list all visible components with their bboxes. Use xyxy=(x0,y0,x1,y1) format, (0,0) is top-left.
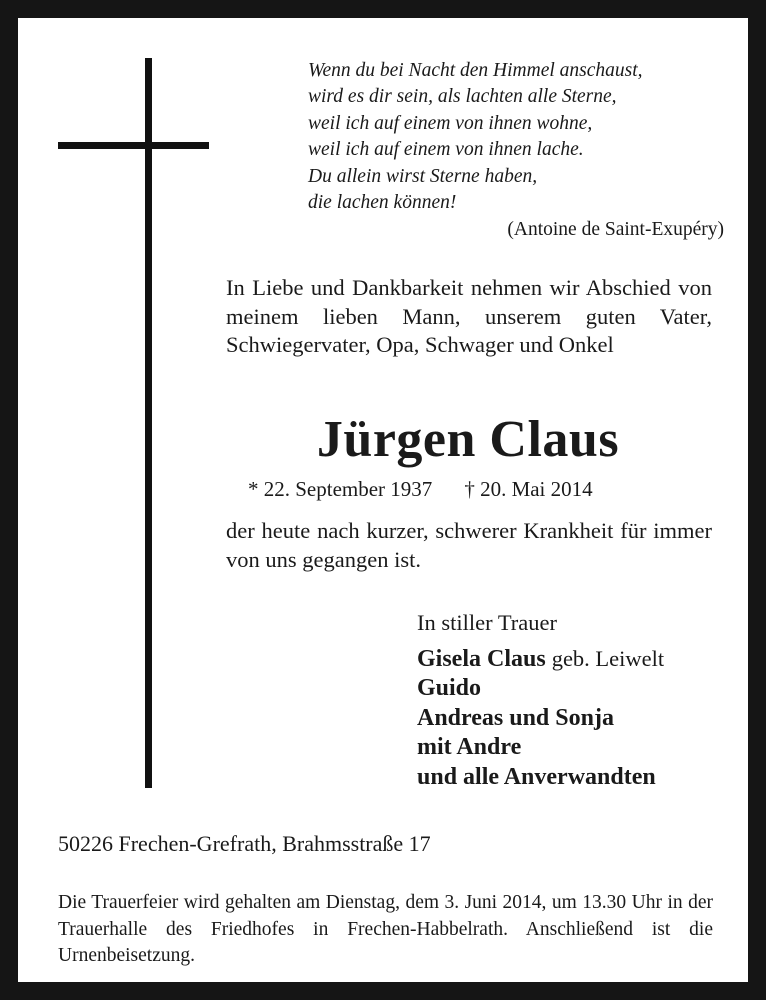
spouse-name: Gisela Claus xyxy=(417,645,546,672)
poem-line: weil ich auf einem von ihnen wohne, xyxy=(308,112,593,134)
cross-icon-crossbar xyxy=(58,142,209,149)
poem-quote xyxy=(308,58,728,244)
mourning-heading: In stiller Trauer xyxy=(417,610,557,635)
poem-line: Wenn du bei Nacht den Himmel anschaust, xyxy=(308,60,643,81)
deceased-name: Jürgen Claus xyxy=(316,411,620,468)
poem-line: die lachen können! xyxy=(308,192,457,214)
family-address: 50226 Frechen-Grefrath, Brahmsstraße 17 xyxy=(58,831,431,856)
poem-line: Du allein wirst Sterne haben, xyxy=(308,165,538,187)
mourner-name: und alle Anverwandten xyxy=(417,763,656,790)
mourner-name: Andreas und Sonja xyxy=(417,704,614,731)
mourners-block xyxy=(417,608,727,792)
passing-text: der heute nach kurzer, schwerer Krankheit für immer von uns gegangen ist. xyxy=(226,518,712,572)
mourner-name: mit Andre xyxy=(417,734,522,760)
ceremony-details: Die Trauerfeier wird gehalten am Dienstag, dem 3. Juni 2014, um 13.30 Uhr in der Trauerhalle des Friedhofes in Frechen-Habbelrath. Anschließend ist die Urnenbeisetzung. xyxy=(58,892,713,966)
death-date: † 20. Mai 2014 xyxy=(464,477,593,501)
birth-date: * 22. September 1937 xyxy=(248,477,433,501)
mourner-name: Guido xyxy=(417,675,482,701)
poem-line: wird es dir sein, als lachten alle Sterne, xyxy=(308,86,617,108)
life-dates xyxy=(248,476,718,502)
cross-icon xyxy=(145,58,152,788)
poem-attribution: (Antoine de Saint-Exupéry) xyxy=(507,219,724,241)
poem-line: weil ich auf einem von ihnen lache. xyxy=(308,139,584,161)
mourner-spouse xyxy=(417,644,727,675)
spouse-maiden-name: geb. Leiwelt xyxy=(551,645,665,671)
farewell-intro: In Liebe und Dankbarkeit nehmen wir Abschied von meinem lieben Mann, unserem guten Vater, Schwiegervater, Opa, Schwager und Onkel xyxy=(226,275,712,357)
